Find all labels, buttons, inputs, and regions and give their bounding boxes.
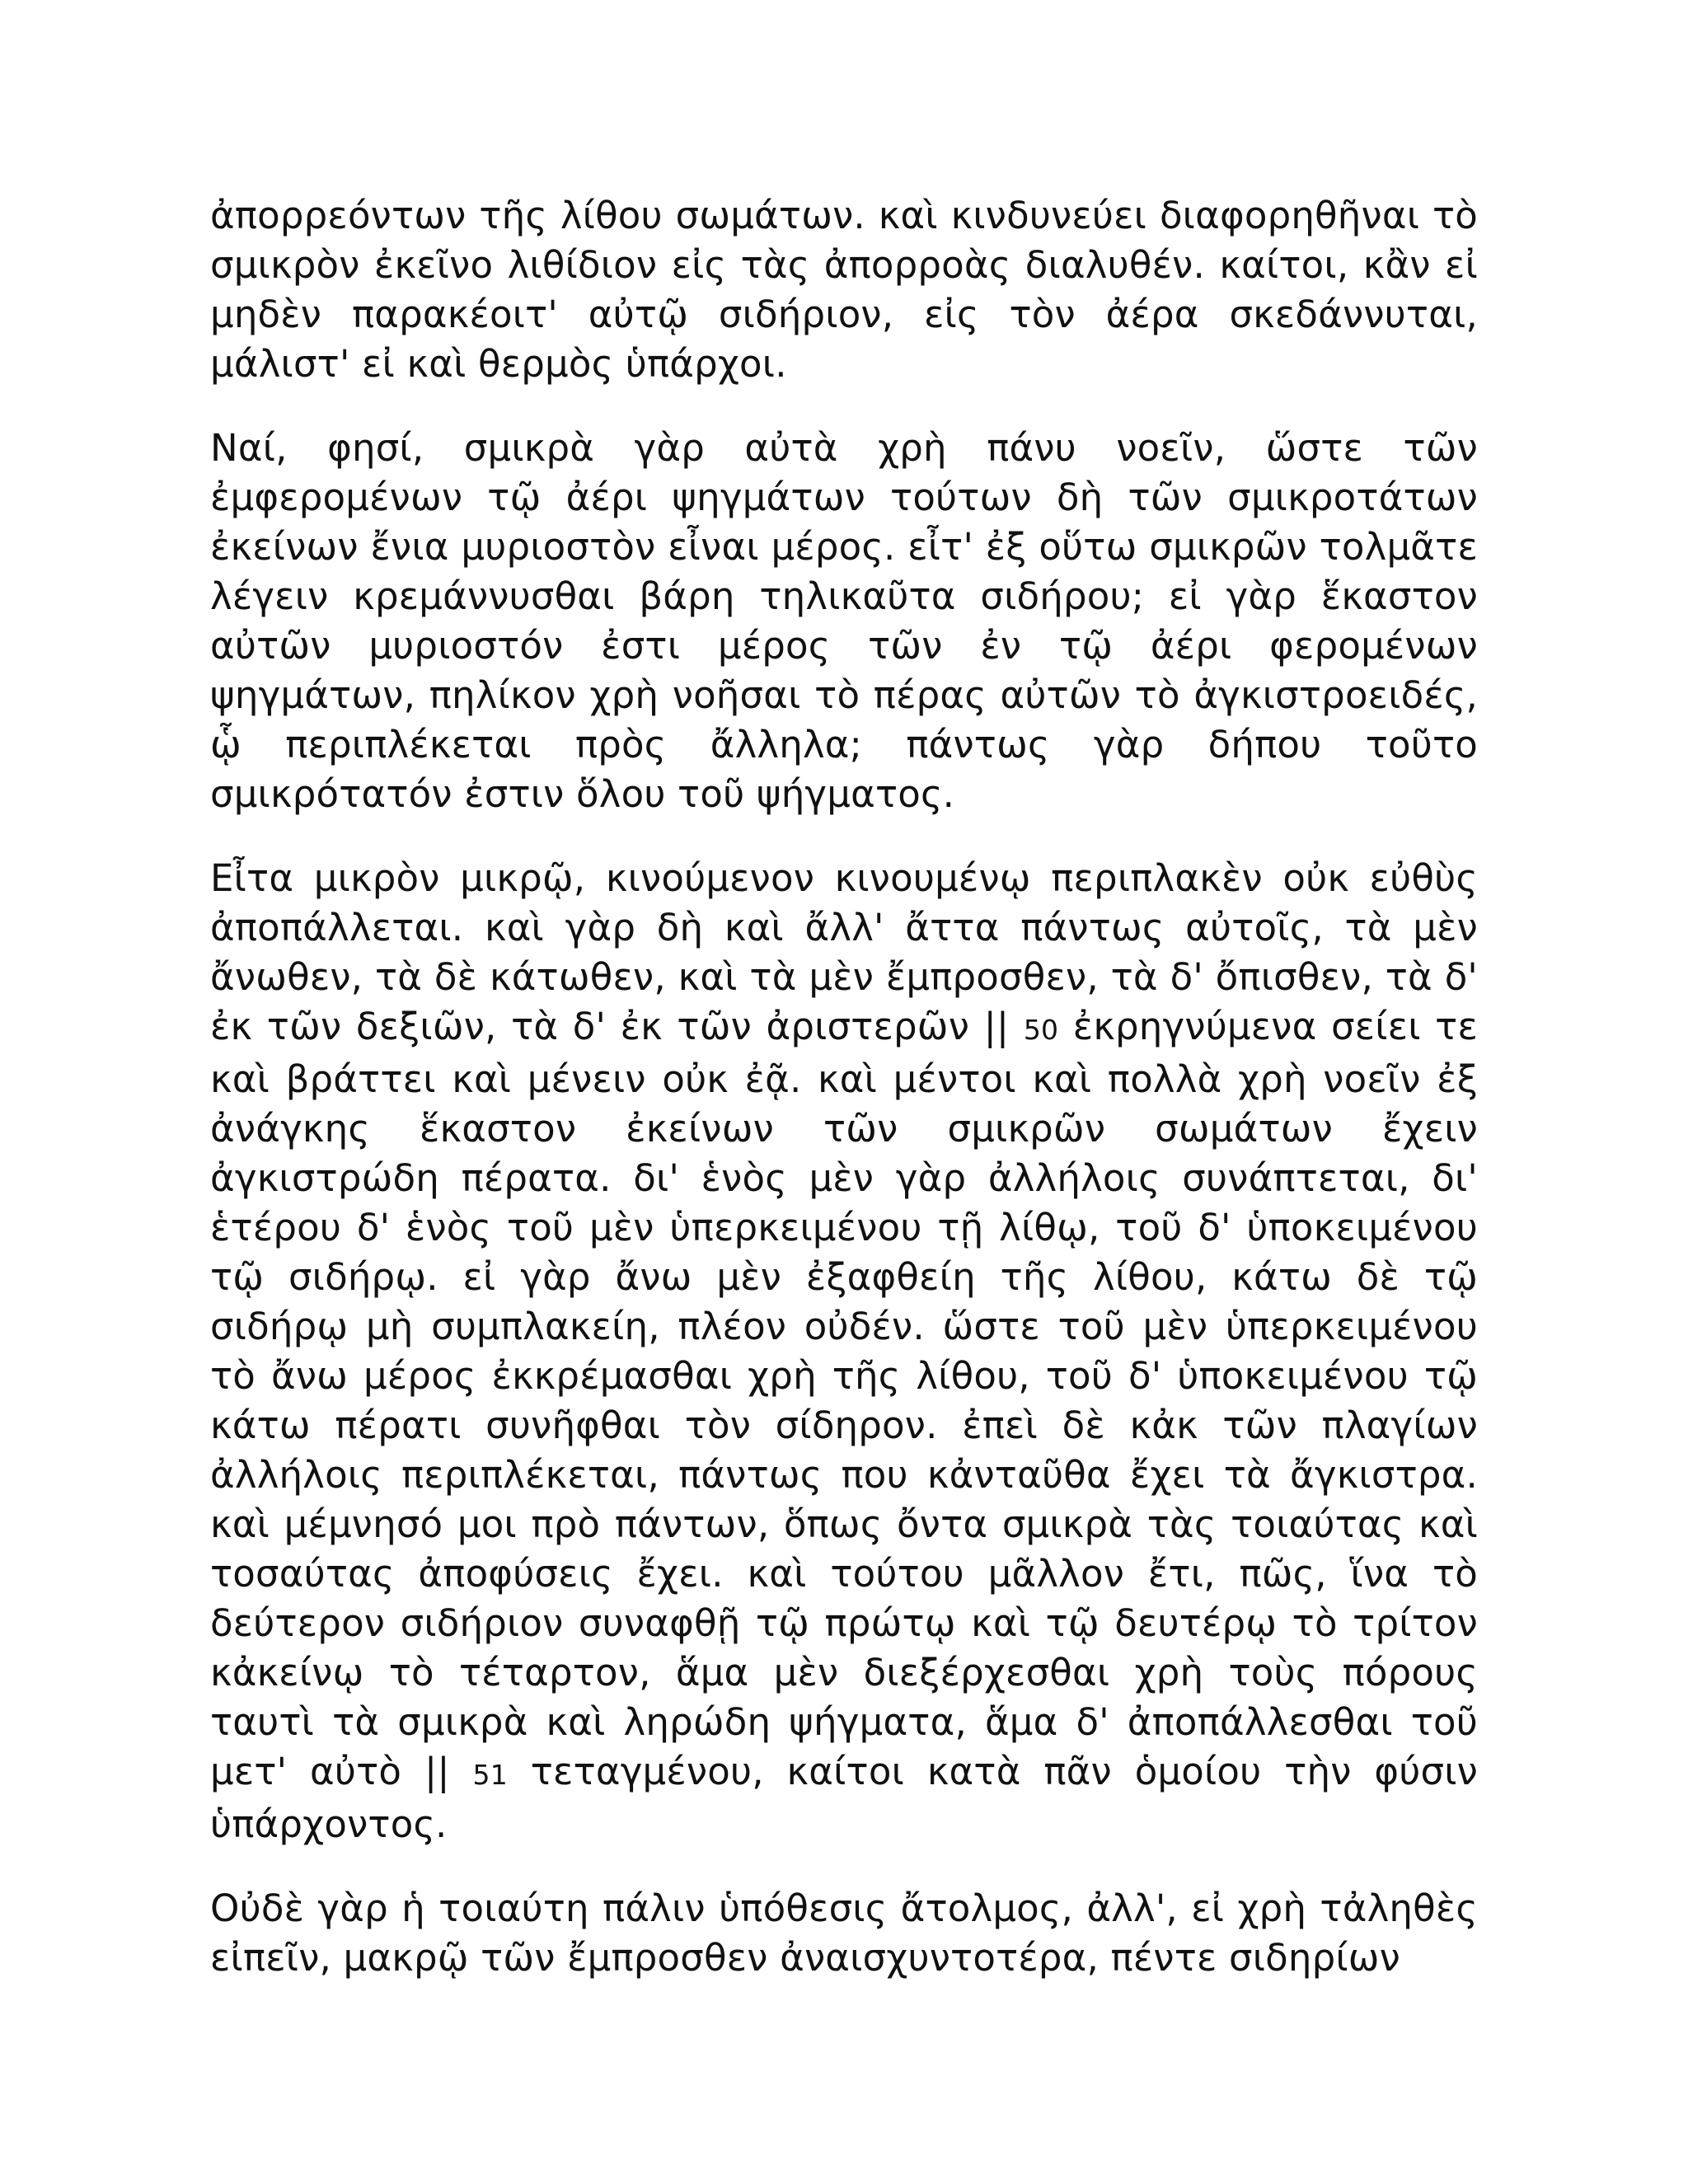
paragraph-2 — [210, 424, 1478, 819]
paragraph-text: τεταγμένου, καίτοι κατὰ πᾶν ὁμοίου τὴν φύσιν ὑπάρχοντος. — [210, 1750, 1478, 1846]
paragraph-text: Οὐδὲ γὰρ ἡ τοιαύτη πάλιν ὑπόθεσις ἄτολμος, ἀλλ', εἰ χρὴ τἀληθὲς εἰπεῖν, μακρῷ τῶν ἔμπροσθεν ἀναισχυντοτέρα, πέντε σιδηρίων — [210, 1886, 1478, 1980]
paragraph-4 — [210, 1884, 1478, 1983]
paragraph-1 — [210, 191, 1478, 389]
paragraph-text: Εἶτα μικρὸν μικρῷ, κινούμενον κινουμένῳ περιπλακὲν οὐκ εὐθὺς ἀποπάλλεται. καὶ γὰρ δὴ καὶ ἄλλ' ἄττα πάντως αὐτοῖς, τὰ μὲν ἄνωθεν, τὰ δὲ κάτωθεν, καὶ τὰ μὲν ἔμπροσθεν, τὰ δ' ὄπισθεν, τὰ δ' ἐκ τῶν δεξιῶν, τὰ δ' ἐκ τῶν ἀριστερῶν || — [210, 856, 1478, 1048]
page-marker-51: 51 — [472, 1759, 508, 1791]
paragraph-text: Ναί, φησί, σμικρὰ γὰρ αὐτὰ χρὴ πάνυ νοεῖν, ὥστε τῶν ἐμφερομένων τῷ ἀέρι ψηγμάτων τούτων δὴ τῶν σμικροτάτων ἐκείνων ἔνια μυριοστὸν εἶναι μέρος. εἶτ' ἐξ οὕτω σμικρῶν τολμᾶτε λέγειν κρεμάννυσθαι βάρη τηλικαῦτα σιδήρου; εἰ γὰρ ἕκαστον αὐτῶν μυριοστόν ἐστι μέρος τῶν ἐν τῷ ἀέρι φερομένων ψηγμάτων, πηλίκον χρὴ νοῆσαι τὸ πέρας αὐτῶν τὸ ἀγκιστροειδές, ᾧ περιπλέκεται πρὸς ἄλληλα; πάντως γὰρ δήπου τοῦτο σμικρότατόν ἐστιν ὅλου τοῦ ψήγματος. — [210, 426, 1478, 816]
page-marker-50: 50 — [1023, 1014, 1059, 1046]
document-page — [210, 191, 1478, 2018]
paragraph-3 — [210, 854, 1478, 1849]
paragraph-text: ἐκρηγνύμενα σείει τε καὶ βράττει καὶ μένειν οὐκ ἐᾷ. καὶ μέντοι καὶ πολλὰ χρὴ νοεῖν ἐξ ἀνάγκης ἕκαστον ἐκείνων τῶν σμικρῶν σωμάτων ἔχειν ἀγκιστρώδη πέρατα. δι' ἑνὸς μὲν γὰρ ἀλλήλοις συνάπτεται, δι' ἑτέρου δ' ἑνὸς τοῦ μὲν ὑπερκειμένου τῇ λίθῳ, τοῦ δ' ὑποκειμένου τῷ σιδήρῳ. εἰ γὰρ ἄνω μὲν ἐξαφθείη τῆς λίθου, κάτω δὲ τῷ σιδήρῳ μὴ συμπλακείη, πλέον οὐδέν. ὥστε τοῦ μὲν ὑπερκειμένου τὸ ἄνω μέρος ἐκκρέμασθαι χρὴ τῆς λίθου, τοῦ δ' ὑποκειμένου τῷ κάτω πέρατι συνῆφθαι τὸν σίδηρον. ἐπεὶ δὲ κἀκ τῶν πλαγίων ἀλλήλοις περιπλέκεται, πάντως που κἀνταῦθα ἔχει τὰ ἄγκιστρα. καὶ μέμνησό μοι πρὸ πάντων, ὅπως ὄντα σμικρὰ τὰς τοιαύτας καὶ τοσαύτας ἀποφύσεις ἔχει. καὶ τούτου μᾶλλον ἔτι, πῶς, ἵνα τὸ δεύτερον σιδήριον συναφθῇ τῷ πρώτῳ καὶ τῷ δευτέρῳ τὸ τρίτον κἀκείνῳ τὸ τέταρτον, ἅμα μὲν διεξέρχεσθαι χρὴ τοὺς πόρους ταυτὶ τὰ σμικρὰ καὶ ληρώδη ψήγματα, ἅμα δ' ἀποπάλλεσθαι τοῦ μετ' αὐτὸ || — [210, 1005, 1478, 1793]
paragraph-text: ἀπορρεόντων τῆς λίθου σωμάτων. καὶ κινδυνεύει διαφορηθῆναι τὸ σμικρὸν ἐκεῖνο λιθίδιον εἰς τὰς ἀπορροὰς διαλυθέν. καίτοι, κἂν εἰ μηδὲν παρακέοιτ' αὐτῷ σιδήριον, εἰς τὸν ἀέρα σκεδάννυται, μάλιστ' εἰ καὶ θερμὸς ὑπάρχοι. — [210, 194, 1478, 386]
